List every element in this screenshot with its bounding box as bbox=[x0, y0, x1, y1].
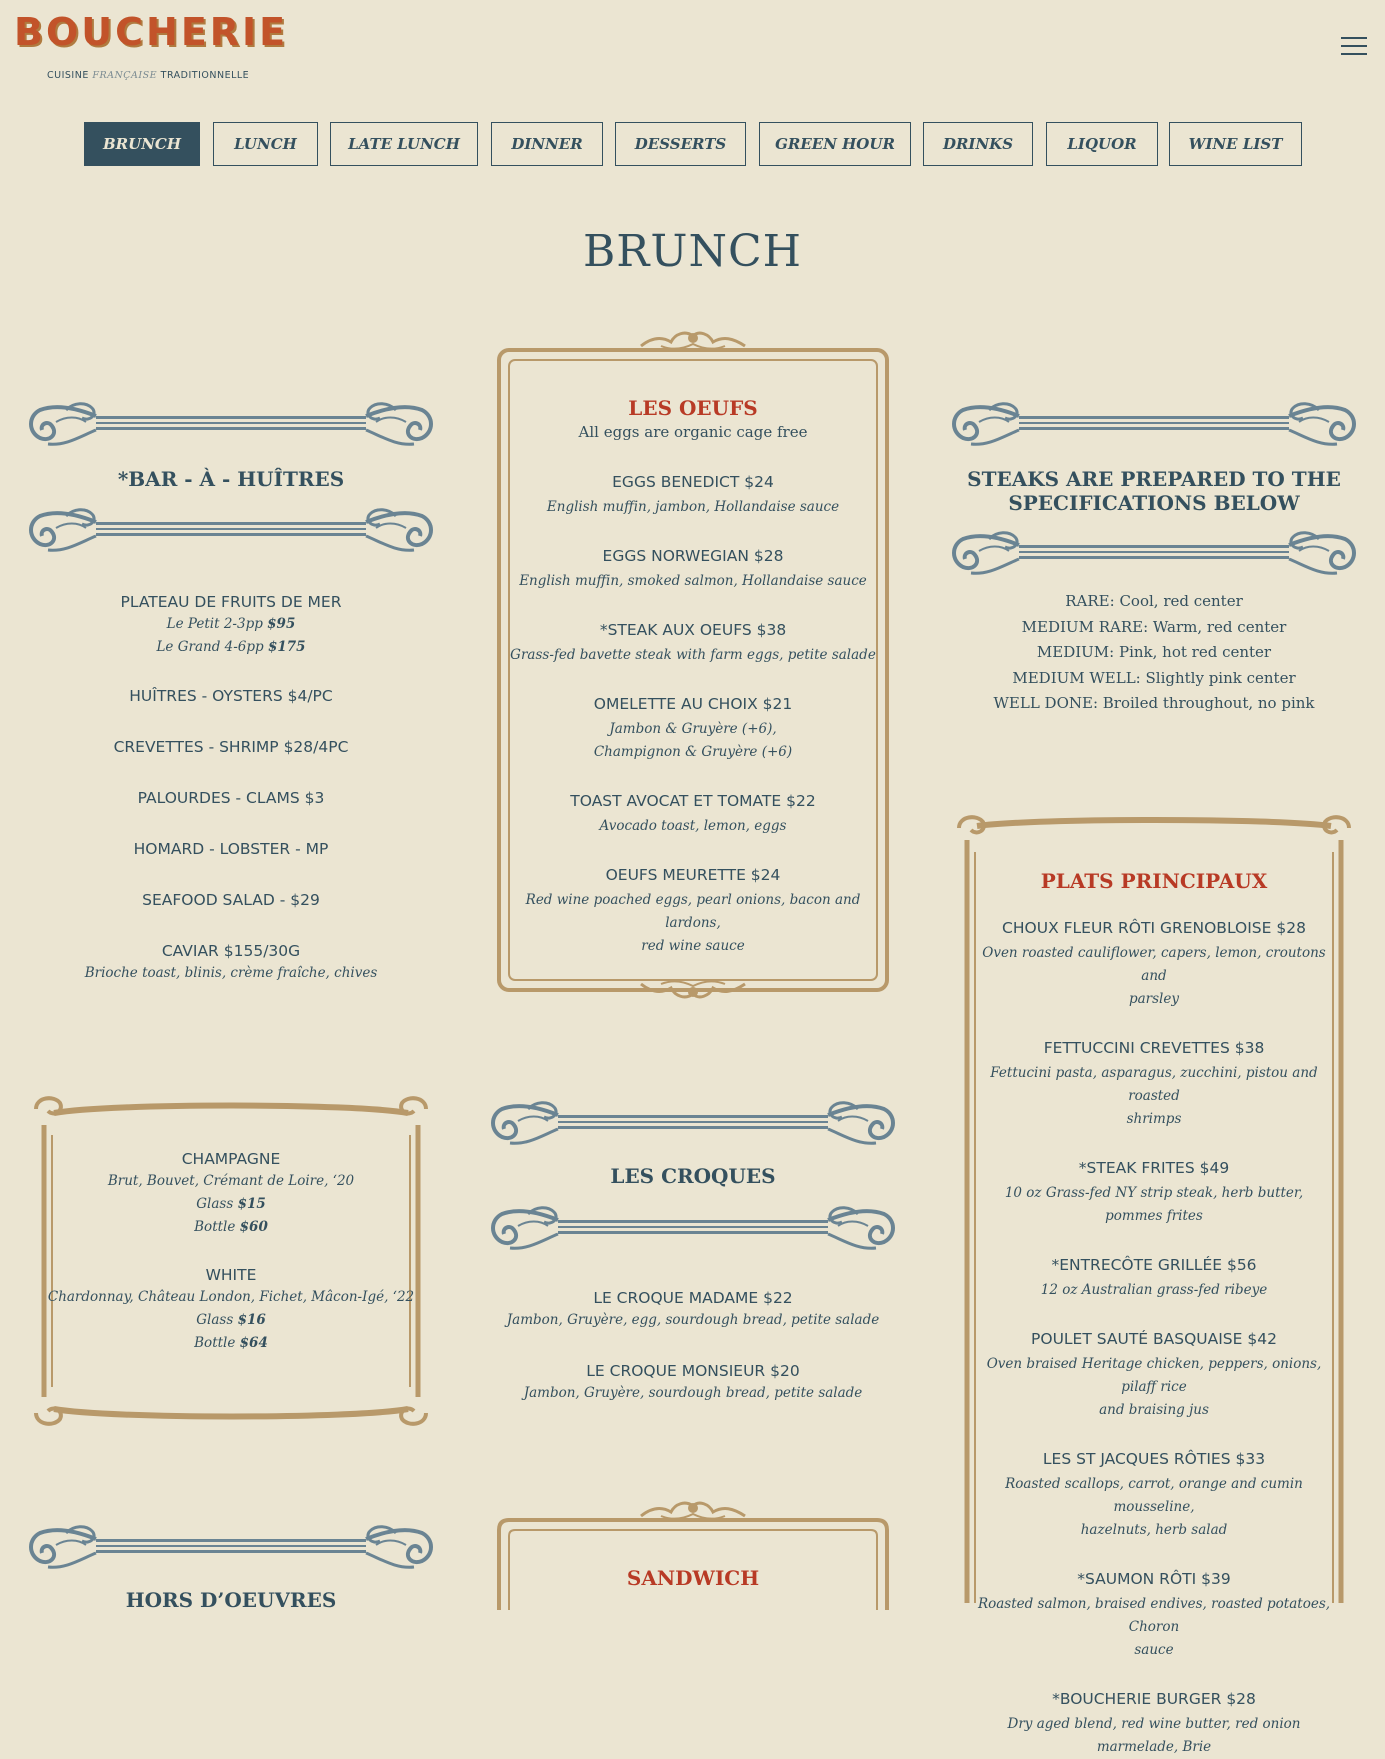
tagline-left: CUISINE bbox=[47, 70, 89, 81]
scroll-ornament-steaks-bottom bbox=[949, 531, 1359, 577]
page-title: BRUNCH bbox=[582, 226, 803, 277]
raw-bar-section bbox=[26, 591, 436, 985]
boucherie-logo[interactable] bbox=[14, 10, 289, 81]
doneness-rare: RARE: Cool, red center bbox=[1065, 592, 1243, 610]
plateau-grand: Le Grand 4-6pp $175 bbox=[156, 639, 306, 655]
croques-title: LES CROQUES bbox=[610, 1164, 776, 1188]
doneness-medium: MEDIUM: Pink, hot red center bbox=[1036, 643, 1272, 661]
tab-brunch[interactable]: BRUNCH bbox=[84, 122, 200, 166]
menu-item-desc: Fettucini pasta, asparagus, zucchini, pistou and roasted bbox=[990, 1065, 1318, 1104]
menu-item-desc: Champignon & Gruyère (+6) bbox=[593, 743, 793, 760]
menu-item-name: *STEAK AUX OEUFS $38 bbox=[599, 620, 787, 639]
hamburger-menu-icon[interactable] bbox=[1341, 37, 1367, 57]
tab-lunch[interactable]: LUNCH bbox=[213, 122, 318, 166]
white-name: WHITE bbox=[205, 1266, 257, 1284]
menu-item-desc: Oven braised Heritage chicken, peppers, onions, pilaff rice bbox=[986, 1356, 1322, 1395]
menu-item-name: FETTUCCINI CREVETTES $38 bbox=[1043, 1039, 1265, 1057]
lobster-item: HOMARD - LOBSTER - MP bbox=[133, 840, 329, 858]
white-bottle: Bottle $64 bbox=[194, 1335, 268, 1351]
sandwich-title: SANDWICH bbox=[626, 1566, 760, 1590]
menu-item-desc: Avocado toast, lemon, eggs bbox=[599, 817, 787, 834]
tab-dinner[interactable]: DINNER bbox=[491, 122, 603, 166]
menu-item-name: *SAUMON RÔTI $39 bbox=[1077, 1570, 1231, 1588]
tagline-right: TRADITIONNELLE bbox=[160, 70, 250, 81]
menu-item-desc: Red wine poached eggs, pearl onions, bacon and lardons, bbox=[525, 891, 861, 931]
menu-item-name: OEUFS MEURETTE $24 bbox=[605, 865, 781, 884]
menu-item-desc: Grass-fed bavette steak with farm eggs, petite salade bbox=[510, 646, 876, 663]
menu-item-name: CHOUX FLEUR RÔTI GRENOBLOISE $28 bbox=[1002, 919, 1306, 937]
scroll-ornament-bottom bbox=[26, 508, 436, 554]
logo-wordmark: BOUCHERIE bbox=[14, 10, 289, 54]
croque-madame-desc: Jambon, Gruyère, egg, sourdough bread, petite salade bbox=[506, 1312, 880, 1328]
champagne-bottle: Bottle $60 bbox=[194, 1219, 268, 1235]
menu-tabs bbox=[0, 122, 1385, 168]
menu-item-desc: shrimps bbox=[1126, 1111, 1182, 1127]
plateau-petit: Le Petit 2-3pp $95 bbox=[166, 616, 296, 632]
menu-item-desc: Roasted scallops, carrot, orange and cumin mousseline, bbox=[1005, 1476, 1303, 1515]
doneness-well-done: WELL DONE: Broiled throughout, no pink bbox=[993, 694, 1315, 712]
tab-liquor[interactable]: LIQUOR bbox=[1046, 122, 1158, 166]
wine-by-glass-section bbox=[32, 1148, 430, 1355]
menu-item-desc: Jambon & Gruyère (+6), bbox=[609, 720, 777, 737]
scroll-ornament-hors bbox=[26, 1525, 436, 1571]
eggs-section bbox=[507, 396, 879, 958]
champagne-glass: Glass $15 bbox=[196, 1196, 266, 1212]
menu-item-desc: sauce bbox=[1134, 1642, 1174, 1658]
seafood-salad-item: SEAFOOD SALAD - $29 bbox=[142, 891, 320, 909]
tab-wine-list[interactable]: WINE LIST bbox=[1169, 122, 1302, 166]
mains-title: PLATS PRINCIPAUX bbox=[1040, 869, 1268, 893]
plateau-name: PLATEAU DE FRUITS DE MER bbox=[120, 593, 342, 611]
menu-item-name: EGGS NORWEGIAN $28 bbox=[602, 546, 784, 565]
hors-doeuvres-title: HORS D’OEUVRES bbox=[125, 1588, 337, 1612]
menu-item-desc: red wine sauce bbox=[641, 937, 745, 954]
logo-tagline bbox=[14, 70, 274, 81]
mains-section bbox=[975, 869, 1333, 1759]
tab-late-lunch[interactable]: LATE LUNCH bbox=[330, 122, 478, 166]
scroll-ornament-croques-bottom bbox=[488, 1206, 898, 1252]
menu-item-name: TOAST AVOCAT ET TOMATE $22 bbox=[570, 791, 816, 810]
tab-green-hour[interactable]: GREEN HOUR bbox=[759, 122, 911, 166]
menu-item-name: LES ST JACQUES RÔTIES $33 bbox=[1042, 1450, 1266, 1468]
menu-item-name: EGGS BENEDICT $24 bbox=[612, 472, 774, 491]
eggs-title: LES OEUFS bbox=[628, 396, 758, 420]
tagline-italic: FRANÇAISE bbox=[92, 70, 158, 81]
sandwich-box-frame bbox=[497, 1500, 889, 1610]
menu-item-name: *STEAK FRITES $49 bbox=[1078, 1159, 1230, 1177]
menu-item-desc: 10 oz Grass-fed NY strip steak, herb butter, pommes frites bbox=[1004, 1185, 1304, 1224]
tab-desserts[interactable]: DESSERTS bbox=[615, 122, 746, 166]
champagne-name: CHAMPAGNE bbox=[181, 1150, 281, 1168]
scroll-ornament-croques-top bbox=[488, 1101, 898, 1147]
menu-item-name: *BOUCHERIE BURGER $28 bbox=[1052, 1690, 1256, 1708]
menu-item-name: POULET SAUTÉ BASQUAISE $42 bbox=[1031, 1330, 1277, 1348]
doneness-medium-well: MEDIUM WELL: Slightly pink center bbox=[1012, 668, 1296, 687]
menu-item-desc: 12 oz Australian grass-fed ribeye bbox=[1040, 1282, 1268, 1298]
menu-item-desc: parsley bbox=[1128, 991, 1179, 1007]
clams-item: PALOURDES - CLAMS $3 bbox=[137, 789, 325, 807]
oysters-item: HUÎTRES - OYSTERS $4/PC bbox=[129, 687, 333, 705]
white-glass: Glass $16 bbox=[196, 1312, 266, 1328]
menu-item-name: *ENTRECÔTE GRILLÉE $56 bbox=[1051, 1256, 1257, 1274]
menu-item-name: OMELETTE AU CHOIX $21 bbox=[593, 694, 793, 713]
eggs-subtitle: All eggs are organic cage free bbox=[578, 423, 808, 441]
caviar-desc: Brioche toast, blinis, crème fraîche, chives bbox=[84, 965, 378, 981]
menu-item-desc: hazelnuts, herb salad bbox=[1080, 1522, 1228, 1538]
steaks-title: STEAKS ARE PREPARED TO THE SPECIFICATIONS BELOW bbox=[967, 467, 1341, 515]
eggs-list bbox=[507, 471, 879, 958]
menu-item-desc: Oven roasted cauliflower, capers, lemon, croutons and bbox=[982, 945, 1326, 984]
shrimp-item: CREVETTES - SHRIMP $28/4PC bbox=[113, 738, 349, 756]
mains-list bbox=[975, 917, 1333, 1759]
scroll-ornament-steaks-top bbox=[949, 402, 1359, 448]
croque-monsieur-name: LE CROQUE MONSIEUR $20 bbox=[586, 1362, 800, 1380]
scroll-ornament-top bbox=[26, 402, 436, 448]
croque-monsieur-desc: Jambon, Gruyère, sourdough bread, petite salade bbox=[523, 1385, 863, 1401]
croques-section bbox=[488, 1287, 898, 1405]
menu-item-desc: and braising jus bbox=[1099, 1402, 1209, 1418]
raw-bar-title: *BAR - À - HUÎTRES bbox=[117, 467, 345, 491]
menu-item-desc: English muffin, jambon, Hollandaise sauce bbox=[546, 498, 840, 515]
menu-item-desc: Dry aged blend, red wine butter, red onion marmelade, Brie bbox=[1007, 1716, 1301, 1755]
caviar-name: CAVIAR $155/30G bbox=[161, 942, 301, 960]
menu-item-desc: Roasted salmon, braised endives, roasted potatoes, Choron bbox=[977, 1596, 1331, 1635]
menu-item-desc: English muffin, smoked salmon, Hollandaise sauce bbox=[519, 572, 867, 589]
white-desc: Chardonnay, Château London, Fichet, Mâcon-Igé, ‘22 bbox=[47, 1289, 415, 1305]
croque-madame-name: LE CROQUE MADAME $22 bbox=[593, 1289, 793, 1307]
champagne-desc: Brut, Bouvet, Crémant de Loire, ‘20 bbox=[107, 1173, 355, 1189]
doneness-medium-rare: MEDIUM RARE: Warm, red center bbox=[1021, 617, 1287, 636]
tab-drinks[interactable]: DRINKS bbox=[923, 122, 1033, 166]
steak-doneness-list bbox=[949, 589, 1359, 717]
